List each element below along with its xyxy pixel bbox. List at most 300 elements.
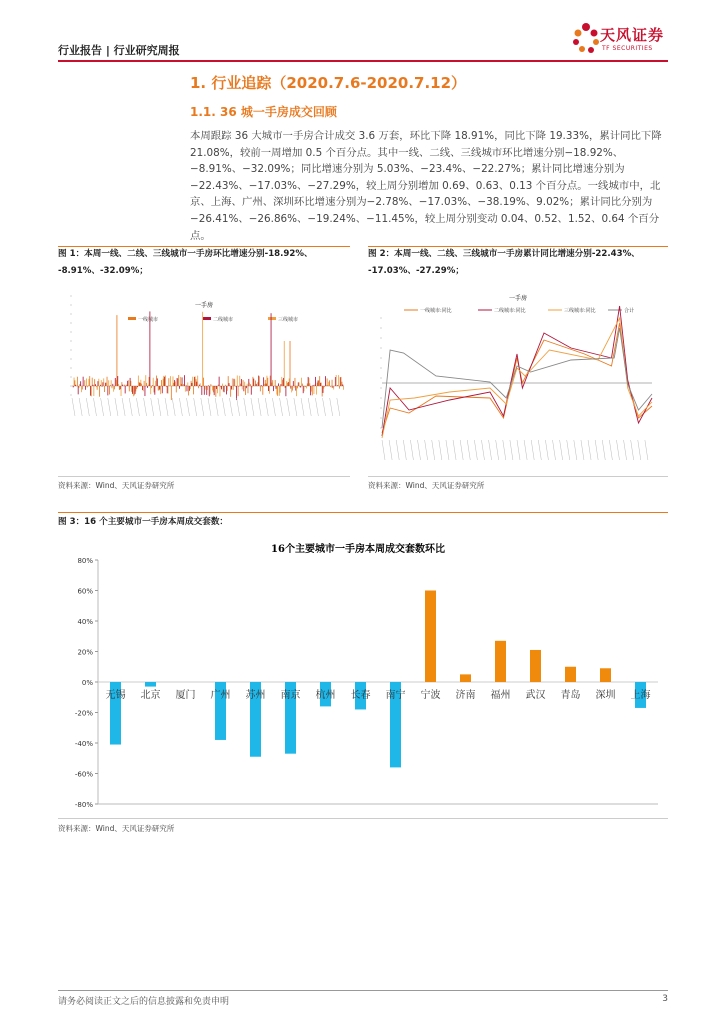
fig1-bar: [323, 386, 324, 393]
fig1-bar: [188, 386, 189, 395]
fig1-bar: [79, 386, 80, 388]
fig1-bar: [225, 385, 226, 386]
fig1-bar: [103, 378, 104, 386]
fig1-bar: [313, 385, 314, 386]
fig1-bar: [245, 386, 246, 395]
fig1-bar: [187, 386, 188, 391]
bar: [425, 591, 436, 683]
category-label: 长春: [350, 690, 371, 701]
fig1-bar: [191, 381, 192, 386]
fig1-bar: [256, 384, 257, 386]
fig1-bar: [154, 386, 155, 395]
fig1-bar: [117, 376, 118, 386]
fig1-bar: [328, 382, 329, 386]
fig1-bar: [94, 379, 95, 386]
fig1-bar: [246, 386, 247, 388]
fig1-bar: [189, 386, 190, 391]
fig1-bar: [340, 377, 341, 386]
fig1-bar: [75, 385, 76, 386]
fig1-bar: [233, 386, 234, 390]
fig1-bar: [335, 377, 336, 386]
fig1-bar: [181, 384, 182, 386]
fig1-bar: [312, 386, 313, 395]
fig1-bar: [205, 386, 206, 390]
fig1-bar: [138, 376, 139, 386]
fig1-bar: [121, 386, 122, 396]
y-tick-label: -60%: [74, 770, 93, 779]
fig1-bar: [187, 382, 188, 386]
bar: [565, 667, 576, 682]
fig1-bar: [234, 379, 235, 386]
fig1-bar: [88, 379, 89, 386]
fig1-bar: [154, 386, 155, 392]
fig1-bar: [324, 386, 325, 387]
fig1-bar: [111, 380, 112, 386]
fig1-bar: [77, 377, 78, 386]
fig1-bar: [83, 377, 84, 386]
fig1-bar: [114, 386, 115, 389]
category-label: 南京: [280, 690, 301, 701]
logo-icon: [572, 22, 600, 56]
fig1-bar: [221, 386, 222, 389]
fig1-bar: [231, 386, 232, 389]
fig1-bar: [303, 386, 304, 393]
fig1-bar: [178, 375, 179, 386]
fig1-bar: [290, 341, 291, 386]
fig1-bar: [167, 386, 168, 393]
fig1-bar: [139, 382, 140, 386]
fig1-bar: [260, 386, 261, 391]
fig1-bar: [316, 386, 317, 395]
fig2-source: 资料来源：Wind、天风证券研究所: [368, 481, 485, 490]
fig1-legend-swatch-1: [128, 317, 136, 320]
category-label: 深圳: [595, 690, 616, 701]
fig1-bar: [266, 384, 267, 386]
fig1-bar: [286, 381, 287, 386]
fig1-bar: [185, 386, 186, 392]
fig1-bar: [178, 379, 179, 386]
fig1-bar: [165, 375, 166, 386]
fig1-bar: [235, 386, 236, 387]
fig1-chart: [58, 288, 350, 470]
fig1-bar: [102, 382, 103, 386]
fig1-bar: [204, 386, 205, 395]
fig1-bar: [215, 386, 216, 397]
fig1-bar: [255, 381, 256, 386]
category-label: 青岛: [560, 690, 581, 701]
fig2-legend-label-3: 三线城市:同比: [564, 308, 596, 314]
fig1-bar: [163, 379, 164, 386]
fig1-bar: [264, 384, 265, 386]
fig1-legend-swatch-2: [203, 317, 211, 320]
fig1-bar: [331, 386, 332, 388]
fig1-bar: [127, 381, 128, 386]
fig1-legend-label-1: 一线城市: [138, 317, 159, 323]
fig1-bar: [321, 383, 322, 386]
fig1-bar: [243, 380, 244, 386]
fig1-bar: [93, 386, 94, 396]
fig3-bottom-rule: [58, 818, 668, 819]
fig1-bar: [82, 386, 83, 389]
disclaimer: 请务必阅读正文之后的信息披露和免责申明: [58, 997, 230, 1007]
fig1-bar: [186, 385, 187, 386]
fig2-caption-line2: -17.03%、-27.29%；: [368, 266, 464, 276]
fig1-bar: [301, 378, 302, 386]
fig1-bar: [196, 382, 197, 386]
fig1-bar: [145, 386, 146, 396]
company-logo: [572, 22, 672, 58]
fig1-bar: [74, 380, 75, 386]
fig1-bar: [212, 386, 213, 390]
fig1-bar: [93, 385, 94, 386]
fig1-bar: [273, 386, 274, 391]
fig1-bar: [216, 386, 217, 389]
fig1-bar: [341, 377, 342, 386]
fig1-bar: [327, 378, 328, 386]
fig1-bar: [336, 375, 337, 386]
fig1-bar: [322, 386, 323, 397]
fig1-bar: [338, 375, 339, 386]
fig1-bar: [195, 377, 196, 386]
page-number: 3: [662, 994, 668, 1004]
fig1-bar: [80, 381, 81, 386]
y-tick-label: -20%: [74, 709, 93, 718]
fig1-bar: [147, 386, 148, 388]
fig1-bar: [299, 386, 300, 387]
fig1-bar: [166, 386, 167, 387]
fig1-bar: [206, 386, 207, 395]
fig1-bar: [180, 377, 181, 386]
fig1-bar: [177, 378, 178, 386]
fig1-bar: [248, 379, 249, 386]
fig1-bar: [251, 386, 252, 395]
subsection-heading: 1.1. 36 城一手房成交回顾: [190, 105, 337, 119]
page-footer: [58, 994, 668, 1007]
fig1-bar: [271, 313, 272, 386]
fig1-bar: [222, 384, 223, 386]
fig1-bar: [145, 375, 146, 386]
fig1-bar: [305, 386, 306, 387]
fig3-source: 资料来源：Wind、天风证券研究所: [58, 824, 175, 833]
fig1-bar: [199, 385, 200, 386]
fig1-bar: [144, 381, 145, 386]
fig1-bar: [105, 383, 106, 386]
fig1-bar: [119, 386, 120, 390]
fig1-bar: [248, 386, 249, 393]
fig1-bar: [210, 384, 211, 386]
fig1-bar: [228, 376, 229, 386]
fig1-bar: [268, 386, 269, 391]
fig1-bar: [207, 386, 208, 390]
fig1-bar: [329, 380, 330, 386]
fig1-bar: [310, 386, 311, 395]
fig1-bar: [149, 311, 150, 386]
fig1-bar: [240, 384, 241, 386]
fig1-bar: [252, 386, 253, 388]
fig1-bar: [91, 386, 92, 396]
fig1-bar: [229, 383, 230, 386]
fig1-bar: [311, 386, 312, 392]
fig1-bar: [215, 386, 216, 387]
fig1-bar: [140, 383, 141, 386]
fig1-bar: [227, 386, 228, 391]
fig1-bar: [296, 386, 297, 396]
fig1-bar: [277, 386, 278, 396]
category-label: 北京: [140, 690, 161, 701]
fig1-bar: [158, 386, 159, 391]
fig1-bar: [175, 382, 176, 386]
fig1-bar: [135, 386, 136, 391]
fig1-bar: [287, 383, 288, 386]
fig1-bar: [121, 382, 122, 386]
fig1-bar: [151, 386, 152, 388]
fig1-bar: [198, 386, 199, 388]
fig1-bar: [234, 379, 235, 386]
fig1-bar: [239, 376, 240, 386]
fig1-bar: [295, 378, 296, 386]
fig1-bar: [95, 384, 96, 386]
fig1-bar: [218, 385, 219, 386]
fig1-bar: [141, 384, 142, 386]
fig1-bar: [289, 379, 290, 386]
fig1-bar: [304, 386, 305, 391]
fig1-bar: [214, 386, 215, 395]
y-tick-label: -40%: [74, 740, 93, 748]
fig1-bar: [201, 386, 202, 387]
fig1-bar: [318, 380, 319, 386]
fig1-bar: [150, 386, 151, 394]
fig1-bar: [281, 384, 282, 386]
fig1-bar: [200, 383, 201, 386]
fig1-bar: [242, 386, 243, 389]
y-tick-label: 60%: [77, 587, 93, 596]
fig1-bar: [288, 382, 289, 386]
fig1-bar: [280, 386, 281, 393]
fig1-bar: [279, 386, 280, 396]
fig1-bar: [140, 380, 141, 386]
fig1-bar: [149, 377, 150, 386]
fig2-legend-label-2: 二线城市:同比: [494, 308, 526, 314]
fig1-caption-line2: -8.91%、-32.09%；: [58, 266, 148, 276]
fig1-bar: [179, 386, 180, 389]
fig1-bar: [326, 385, 327, 386]
fig1-bar: [134, 386, 135, 395]
fig1-bar: [182, 377, 183, 386]
fig1-bar: [232, 378, 233, 386]
fig1-bar: [276, 386, 277, 389]
fig1-bar: [333, 386, 334, 390]
fig1-bar: [183, 384, 184, 386]
fig1-bar: [164, 377, 165, 386]
fig1-bar: [163, 376, 164, 386]
fig1-bar: [343, 386, 344, 390]
fig1-bar: [86, 378, 87, 386]
fig1-bar: [159, 386, 160, 390]
fig1-bar: [249, 383, 250, 386]
fig1-bar: [209, 386, 210, 396]
fig1-bar: [308, 377, 309, 386]
fig1-bar: [302, 384, 303, 386]
fig1-bar: [262, 386, 263, 395]
fig1-bar: [220, 386, 221, 396]
fig1-svg: [58, 288, 350, 470]
fig1-legend-swatch-3: [268, 317, 276, 320]
fig1-bar: [219, 377, 220, 386]
fig1-caption-line1: 图 1：本周一线、二线、三线城市一手房环比增速分别-18.92%、: [58, 249, 313, 259]
fig1-bar: [120, 386, 121, 389]
fig1-bar: [258, 376, 259, 386]
fig1-bar: [97, 386, 98, 390]
fig1-bar: [304, 386, 305, 387]
fig1-bottom-rule: [58, 476, 350, 477]
fig1-bar: [263, 377, 264, 386]
fig3-caption: 图 3：16 个主要城市一手房本周成交套数：: [58, 517, 229, 527]
fig1-bar: [203, 378, 204, 386]
fig1-bar: [298, 382, 299, 386]
fig1-bar: [143, 386, 144, 391]
fig1-bar: [153, 378, 154, 386]
fig1-bar: [257, 382, 258, 386]
y-tick-label: 0%: [81, 679, 93, 687]
fig1-bar: [176, 386, 177, 392]
fig1-bar: [223, 386, 224, 392]
fig1-bar: [278, 383, 279, 386]
fig1-bar: [131, 381, 132, 386]
fig1-bar: [307, 383, 308, 386]
category-label: 武汉: [525, 690, 546, 701]
fig1-bar: [342, 382, 343, 386]
fig1-bar: [281, 377, 282, 386]
fig1-bar: [161, 380, 162, 386]
fig1-legend-label-3: 三线城市: [278, 317, 299, 323]
fig1-bar: [230, 386, 231, 397]
fig1-bar: [133, 386, 134, 396]
y-tick-label: 80%: [77, 557, 93, 565]
header-divider: [58, 60, 668, 62]
fig1-bar: [102, 386, 103, 387]
fig1-bar: [315, 377, 316, 386]
fig1-bar: [98, 381, 99, 386]
fig1-caption: [58, 246, 350, 280]
fig1-bar: [106, 383, 107, 386]
fig1-bar: [101, 380, 102, 386]
fig1-bar: [192, 377, 193, 386]
fig1-bar: [220, 386, 221, 387]
fig1-bar: [337, 385, 338, 386]
fig1-bar: [152, 385, 153, 386]
y-tick-label: -80%: [74, 801, 93, 809]
fig1-bar: [292, 386, 293, 391]
fig1-bar: [113, 386, 114, 392]
footer-divider: [58, 990, 668, 991]
fig1-bar: [170, 376, 171, 386]
fig1-bar: [173, 376, 174, 386]
fig1-bar: [224, 386, 225, 392]
fig1-bar: [146, 383, 147, 386]
fig1-bar: [115, 378, 116, 386]
fig3-svg: [58, 534, 668, 818]
fig1-bar: [237, 375, 238, 386]
fig1-bar: [325, 376, 326, 386]
fig1-bar: [244, 382, 245, 386]
fig1-bar: [137, 386, 138, 387]
fig1-title: 一手房: [194, 302, 214, 309]
fig1-bar: [162, 386, 163, 393]
fig1-bar: [159, 386, 160, 390]
fig1-bar: [124, 385, 125, 386]
fig1-bar: [110, 385, 111, 386]
fig1-bar: [126, 385, 127, 386]
fig1-bar: [74, 378, 75, 386]
fig1-bar: [184, 375, 185, 386]
fig1-bar: [104, 386, 105, 392]
fig1-bar: [107, 386, 108, 395]
fig1-bar: [271, 383, 272, 386]
fig1-bar: [157, 378, 158, 386]
fig1-bar: [73, 386, 74, 387]
fig1-bar: [201, 386, 202, 395]
logo-text: 天风证券: [600, 26, 665, 44]
fig1-bar: [98, 379, 99, 386]
fig1-bar: [96, 386, 97, 387]
logo-subtext: TF SECURITIES: [602, 45, 653, 52]
fig1-bar: [241, 379, 242, 386]
body-paragraph: 本周跟踪 36 大城市一手房合计成交 3.6 万套，环比下降 18.91%，同比下降 19.33%，累计同比下降21.08%，较前一周增加 0.5 个百分点。其中一线、二线、三线城市环比增速分别−18.92%、−8.91%、−32.09%；同比增速分别为 5.03%、−23.4%、−22.27%；累计同比增速分别为−22.43%、−17.03%、−27.29%，较上周分别增加 0.69、0.63、0.13 个百分点。一线城市中，北京、上海、广州、深圳环比增速分别为−2.78%、−17.03%、−38.19%、9.02%；累计同比分别为−26.41%、−26.86%、−19.24%、−11.45%，较上周分别变动 0.04、0.52、1.52、0.64 个百分点。: [190, 130, 662, 242]
fig1-bar: [174, 380, 175, 386]
bar: [495, 641, 506, 682]
fig1-bar: [194, 377, 195, 386]
fig1-bar: [135, 386, 136, 394]
fig1-bar: [283, 378, 284, 386]
fig1-bar: [196, 379, 197, 386]
fig1-bar: [168, 378, 169, 386]
category-label: 广州: [210, 690, 231, 701]
fig2-legend-label-4: 合计: [624, 308, 635, 314]
fig1-bar: [259, 376, 260, 386]
fig1-bar: [142, 386, 143, 390]
fig1-bar: [238, 386, 239, 396]
fig1-bar: [109, 386, 110, 394]
fig1-bar: [306, 386, 307, 388]
fig1-bar: [202, 312, 203, 386]
fig1-bar: [112, 386, 113, 388]
fig2-legend-label-1: 一线城市:同比: [420, 308, 452, 314]
fig1-bar: [339, 386, 340, 389]
fig1-bar: [155, 381, 156, 386]
fig1-bar: [81, 386, 82, 392]
fig1-bar: [192, 383, 193, 386]
fig1-bar: [285, 386, 286, 388]
fig1-bar: [323, 386, 324, 389]
fig1-bar: [250, 384, 251, 386]
fig1-bar: [108, 380, 109, 386]
fig1-bar: [229, 385, 230, 386]
fig1-bar: [294, 386, 295, 388]
fig1-bar: [128, 380, 129, 386]
report-type: 行业报告 | 行业研究周报: [58, 44, 180, 57]
fig1-bar: [290, 386, 291, 389]
fig1-bar: [272, 380, 273, 386]
fig1-bar: [318, 380, 319, 386]
bar: [530, 650, 541, 682]
category-label: 济南: [455, 690, 476, 701]
fig1-bar: [284, 341, 285, 386]
fig1-bar: [267, 376, 268, 386]
fig1-bar: [253, 377, 254, 386]
chart-title: 16个主要城市一手房本周成交套数环比: [271, 544, 445, 555]
fig1-bar: [122, 385, 123, 386]
fig1-bar: [317, 383, 318, 386]
